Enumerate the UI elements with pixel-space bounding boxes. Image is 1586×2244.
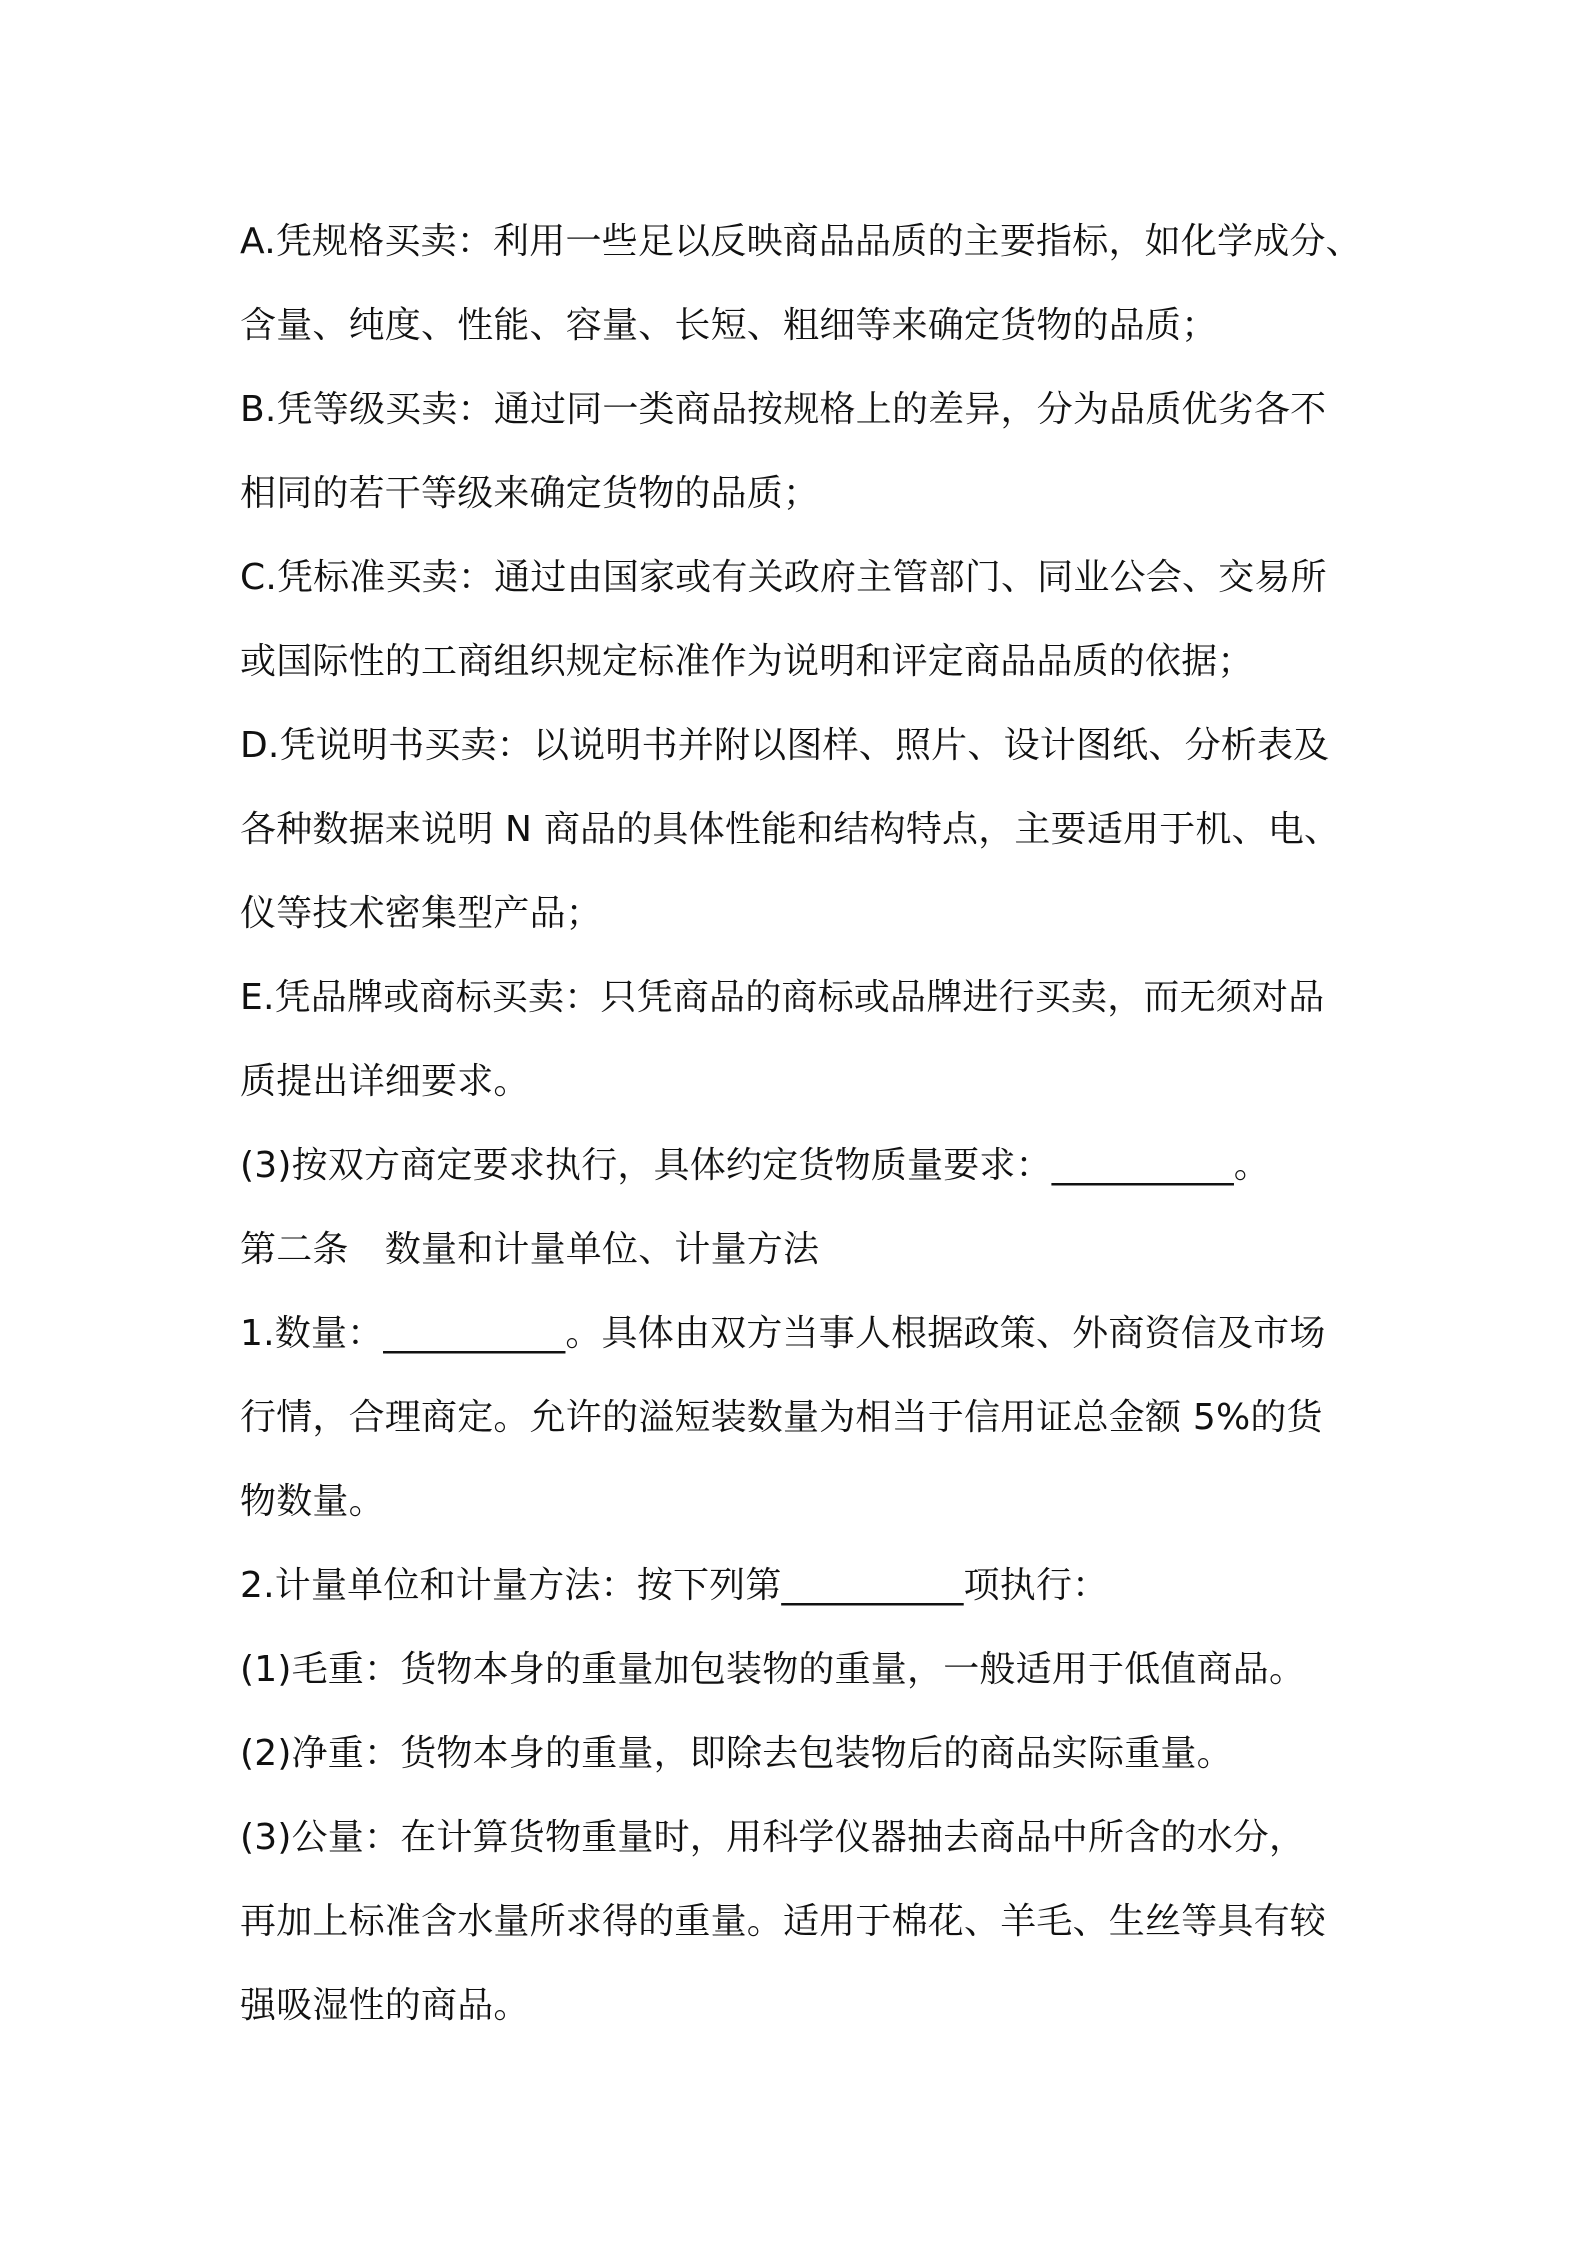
paragraph-line: 仪等技术密集型产品； [240, 893, 603, 934]
paragraph-line: A.凭规格买卖：利用一些足以反映商品品质的主要指标，如化学成分、 [240, 221, 1362, 262]
paragraph-line: C.凭标准买卖：通过由国家或有关政府主管部门、同业公会、交易所 [240, 557, 1327, 598]
paragraph-line: 各种数据来说明 N 商品的具体性能和结构特点，主要适用于机、电、 [240, 809, 1341, 850]
paragraph-line: 或国际性的工商组织规定标准作为说明和评定商品品质的依据； [240, 641, 1254, 682]
paragraph-line: 1.数量：__________。具体由双方当事人根据政策、外商资信及市场 [240, 1313, 1326, 1354]
paragraph-line: 质提出详细要求。 [240, 1061, 530, 1102]
paragraph-line: (1)毛重：货物本身的重量加包装物的重量，一般适用于低值商品。 [240, 1649, 1306, 1690]
paragraph-line: 行情，合理商定。允许的溢短装数量为相当于信用证总金额 5%的货 [240, 1397, 1323, 1438]
paragraph-line: 物数量。 [240, 1481, 385, 1522]
paragraph-line: 强吸湿性的商品。 [240, 1985, 530, 2026]
paragraph-line: D.凭说明书买卖：以说明书并附以图样、照片、设计图纸、分析表及 [240, 725, 1330, 766]
paragraph-line: (3)按双方商定要求执行，具体约定货物质量要求：__________。 [240, 1145, 1270, 1186]
document-body [240, 200, 1360, 2048]
paragraph-line: 含量、纯度、性能、容量、长短、粗细等来确定货物的品质； [240, 305, 1218, 346]
paragraph-line: E.凭品牌或商标买卖：只凭商品的商标或品牌进行买卖，而无须对品 [240, 977, 1325, 1018]
paragraph-line: 再加上标准含水量所求得的重量。适用于棉花、羊毛、生丝等具有较 [240, 1901, 1327, 1942]
paragraph-line: B.凭等级买卖：通过同一类商品按规格上的差异，分为品质优劣各不 [240, 389, 1327, 430]
paragraph-line: (2)净重：货物本身的重量，即除去包装物后的商品实际重量。 [240, 1733, 1233, 1774]
paragraph-line: 2.计量单位和计量方法：按下列第__________项执行： [240, 1565, 1109, 1606]
paragraph-line: 相同的若干等级来确定货物的品质； [240, 473, 820, 514]
paragraph-line: (3)公量：在计算货物重量时，用科学仪器抽去商品中所含的水分， [240, 1817, 1306, 1858]
section-heading: 第二条 数量和计量单位、计量方法 [240, 1229, 820, 1270]
